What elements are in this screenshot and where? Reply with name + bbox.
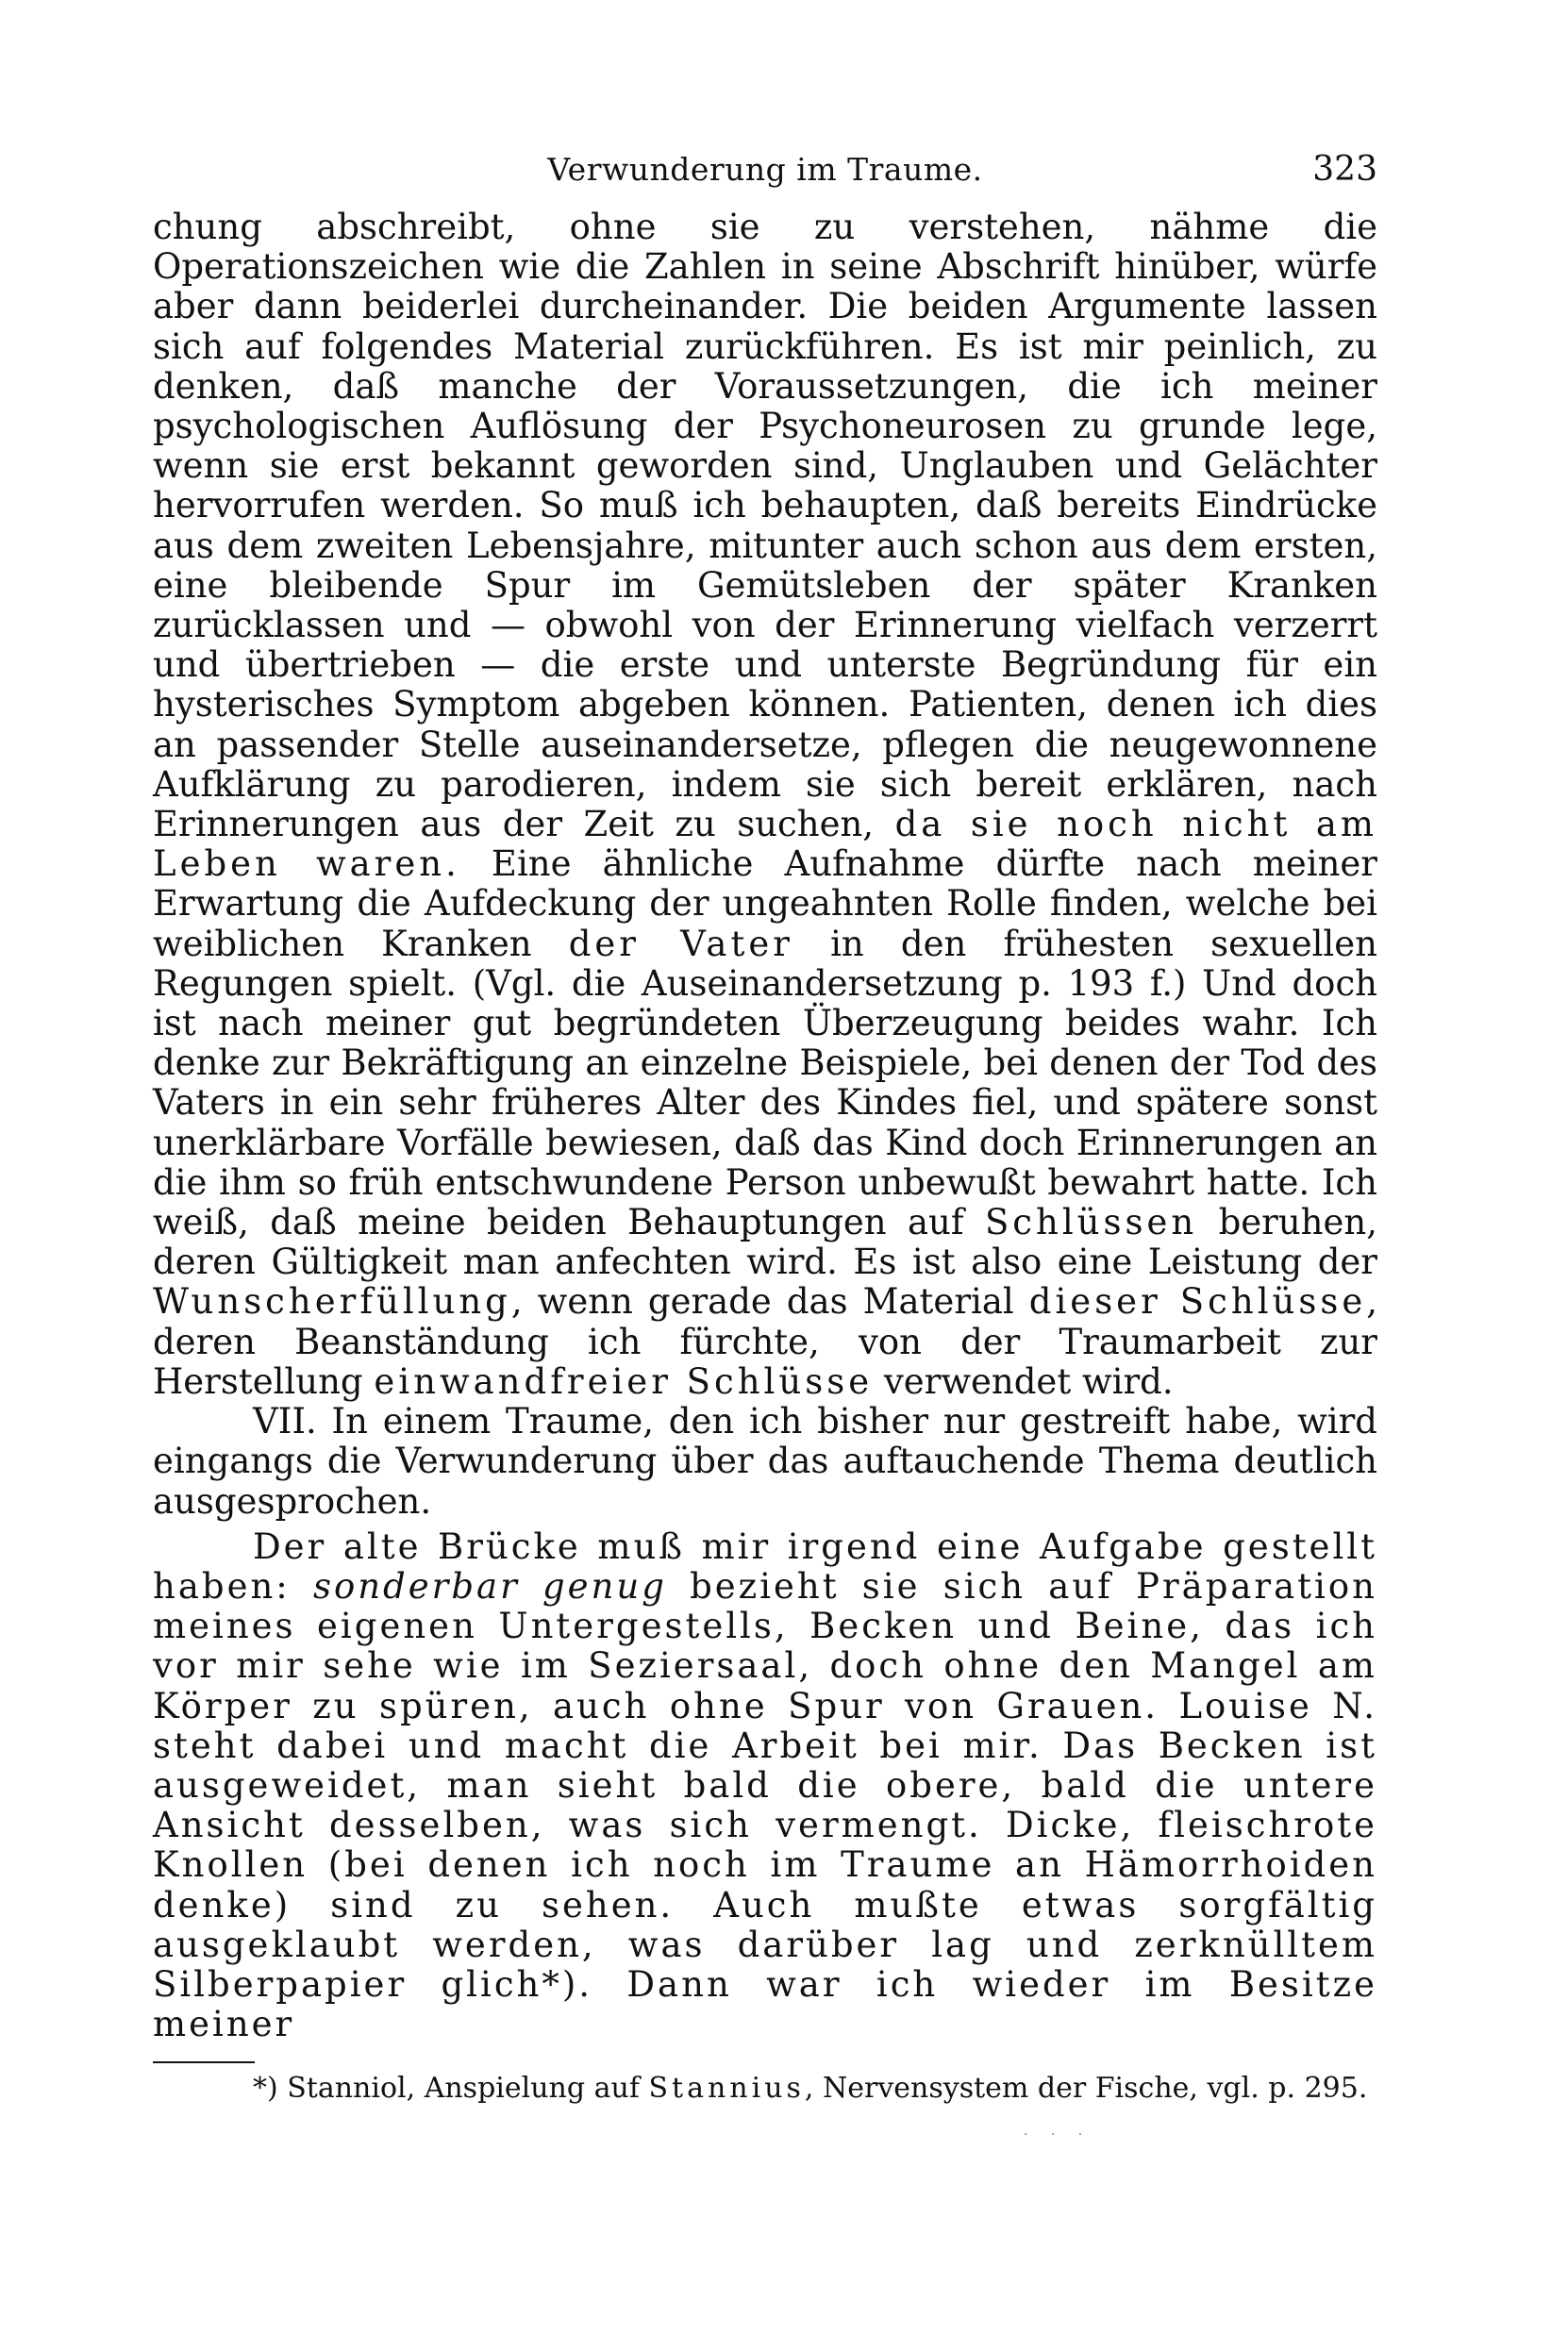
page-number: 323 (1312, 150, 1377, 189)
spaced-emphasis: dieser Schlüsse (1028, 1281, 1367, 1323)
running-head (153, 142, 1377, 198)
paragraph-continuation: chung abschreibt, ohne sie zu verstehen, nähme die Operationszeichen wie die Zahlen in seine Abschrift hinüber, würfe aber dann beiderlei durcheinander. Die beiden Argumente lassen sich auf folgendes Material zurückführen. Es ist mir peinlich, zu denken, daß manche der Voraussetzungen, die ich meiner psychologischen Auflösung der Psychoneurosen zu grunde lege, wenn sie erst bekannt geworden sind, Unglauben und Gelächter hervorrufen werden. So muß ich behaupten, daß bereits Eindrücke aus dem zweiten Lebensjahre, mitunter auch schon aus dem ersten, eine bleibende Spur im Gemütsleben der später Kranken zurücklassen und — obwohl von der Erinnerung vielfach verzerrt und übertrieben — die erste und unterste Begründung für ein hysterisches Symptom abgeben können. Patienten, denen ich dies an passender Stelle auseinandersetze, pflegen die neugewonnene Aufklärung zu parodieren, indem sie sich bereit erklären, nach Erinnerungen aus der Zeit zu suchen, da sie noch nicht am Leben waren. Eine ähnliche Aufnahme dürfte nach meiner Erwartung die Aufdeckung der ungeahnten Rolle finden, welche bei weiblichen Kranken der Vater in den frühesten sexuellen Regungen spielt. (Vgl. die Auseinandersetzung p. 193 f.) Und doch ist nach meiner gut begründeten Überzeugung beides wahr. Ich denke zur Bekräftigung an einzelne Beispiele, bei denen der Tod des Vaters in ein sehr früheres Alter des Kindes fiel, und spätere sonst unerklärbare Vorfälle bewiesen, daß das Kind doch Erinnerungen an die ihm so früh entschwundene Person unbewußt bewahrt hatte. Ich weiß, daß meine beiden Behauptungen auf Schlüssen beruhen, deren Gültigkeit man anfechten wird. Es ist also eine Leistung der Wunscherfüllung, wenn gerade das Material dieser Schlüsse, deren Beanständung ich fürchte, von der Traumarbeit zur Herstellung einwandfreier Schlüsse verwendet wird. (153, 207, 1377, 1402)
spaced-emphasis: da sie noch nicht am Leben waren. (153, 804, 1377, 885)
paragraph-vii: VII. In einem Traume, den ich bisher nur gestreift habe, wird eingangs die Verwunderung über das auftauchende Thema deutlich ausgesprochen. (153, 1401, 1377, 1522)
spaced-emphasis: Wunscherfüllung (153, 1281, 511, 1323)
dream-report: Der alte Brücke muß mir irgend eine Aufgabe gestellt haben: sonderbar genug bezieht sie sich auf Präparation meines eigenen Untergestells, Becken und Beine, das ich vor mir sehe wie im Seziersaal, doch ohne den Mangel am Körper zu spüren, auch ohne Spur von Grauen. Louise N. steht dabei und macht die Arbeit bei mir. Das Becken ist ausgeweidet, man sieht bald die obere, bald die untere Ansicht desselben, was sich vermengt. Dicke, fleischrote Knollen (bei denen ich noch im Traume an Hämorrhoiden denke) sind zu sehen. Auch mußte etwas sorgfältig ausgeklaubt werden, was darüber lag und zerknülltem Silberpapier glich*). Dann war ich wieder im Besitze meiner (153, 1525, 1377, 2045)
spaced-emphasis: Schlüssen (984, 1202, 1198, 1243)
italic-emphasis: sonderbar genug (312, 1565, 667, 1607)
footnote: *) Stanniol, Anspielung auf Stannius, Nervensystem der Fische, vgl. p. 295. (253, 2072, 1368, 2106)
running-title: Verwunderung im Traume. (547, 151, 983, 188)
main-text (153, 208, 1377, 1522)
footnote-rule (153, 2061, 255, 2063)
print-specks: · · · (1024, 2127, 1093, 2142)
spaced-emphasis: einwandfreier Schlüsse (374, 1360, 874, 1402)
spaced-emphasis: der Vater (568, 923, 793, 964)
spaced-emphasis: Stannius (648, 2072, 805, 2106)
book-page (153, 142, 1377, 2134)
